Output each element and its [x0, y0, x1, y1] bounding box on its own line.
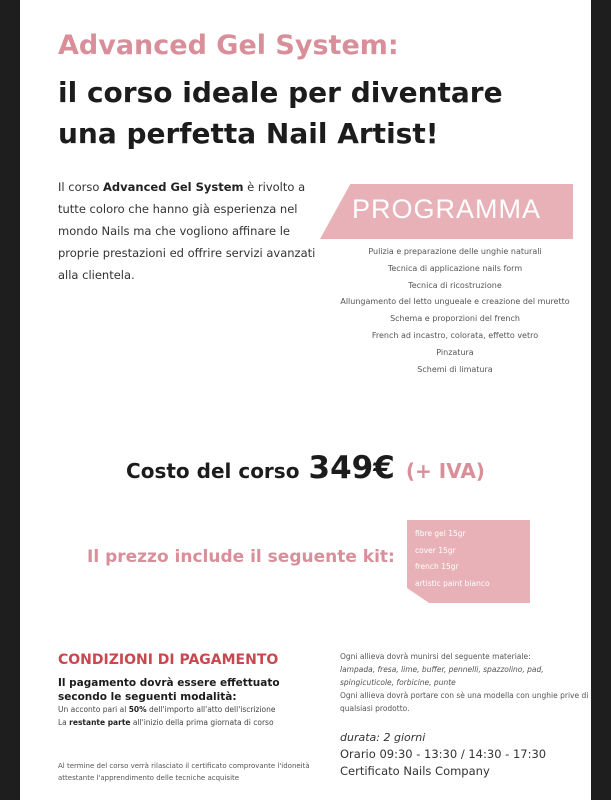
payment-balance-line	[58, 718, 274, 727]
programma-list	[330, 244, 580, 378]
balance-prefix: La	[58, 718, 70, 727]
programma-item: Pinzatura	[436, 347, 474, 357]
cost-vat: (+ IVA)	[405, 459, 485, 483]
model-note: Ogni allieva dovrà portare con sè una modella con unghie prive di qualsiasi prodotto.	[340, 691, 589, 713]
cost-row	[20, 450, 591, 486]
kit-label: Il prezzo include il seguente kit:	[87, 547, 395, 567]
programma-item: French ad incastro, colorata, effetto vetro	[371, 330, 539, 340]
kit-item: fibre gel 15gr	[415, 529, 466, 538]
materials-intro: Ogni allieva dovrà munirsi del seguente materiale:	[340, 652, 531, 661]
materials-block	[340, 650, 590, 715]
cost-label: Costo del corso	[126, 459, 300, 483]
kit-item: french 15gr	[415, 562, 459, 571]
cost-price: 349€	[308, 450, 395, 486]
balance-suffix: all'inizio della prima giornata di corso	[130, 718, 274, 727]
deposit-suffix: dell'importo all'atto dell'iscrizione	[146, 705, 276, 714]
kit-list	[415, 526, 490, 592]
payment-title: CONDIZIONI DI PAGAMENTO	[58, 652, 279, 668]
programma-item: Schema e proporzioni del french	[390, 314, 520, 324]
programma-item: Pulizia e preparazione delle unghie naturali	[368, 247, 542, 256]
materials-list: lampada, fresa, lime, buffer, pennelli, spazzolino, pad, spingicuticole, forbicine, punte	[340, 665, 544, 687]
deposit-percentage: 50%	[128, 705, 147, 714]
kit-item: cover 15gr	[415, 545, 456, 555]
programma-item: Tecnica di applicazione nails form	[387, 263, 523, 273]
payment-deposit-line	[58, 705, 276, 714]
certificate-note: Al termine del corso verrà rilasciato il certificato comprovante l'idoneità attestante l'apprendimento delle tecniche acquisite	[58, 762, 310, 782]
deposit-prefix: Un acconto pari al	[58, 705, 129, 714]
intro-suffix: è rivolto a tutte coloro che hanno già esperienza nel mondo Nails ma che vogliono affinare le proprie prestazioni ed offrire servizi avanzati alla clientela.	[58, 180, 316, 282]
certificate-issuer: Certificato Nails Company	[340, 764, 490, 778]
intro-course-name: Advanced Gel System	[103, 180, 244, 194]
programma-item: Schemi di limatura	[417, 364, 493, 374]
title-line-3: una perfetta Nail Artist!	[58, 117, 439, 150]
course-schedule: Orario 09:30 - 13:30 / 14:30 - 17:30	[340, 747, 547, 761]
course-flyer	[20, 0, 591, 800]
balance-emphasis: restante parte	[69, 718, 131, 727]
programma-item: Allungamento del letto ungueale e creazione del muretto	[340, 297, 570, 307]
payment-subtitle: Il pagamento dovrà essere effettuato secondo le seguenti modalità:	[58, 677, 280, 703]
intro-paragraph	[58, 176, 320, 286]
kit-item: artistic paint bianco	[415, 578, 490, 588]
intro-prefix: Il corso	[58, 180, 104, 194]
programma-heading: PROGRAMMA	[351, 194, 541, 224]
course-duration: durata: 2 giorni	[340, 731, 426, 744]
title-line-1: Advanced Gel System:	[58, 30, 399, 61]
programma-item: Tecnica di ricostruzione	[408, 280, 502, 290]
title-line-2: il corso ideale per diventare	[58, 76, 503, 109]
